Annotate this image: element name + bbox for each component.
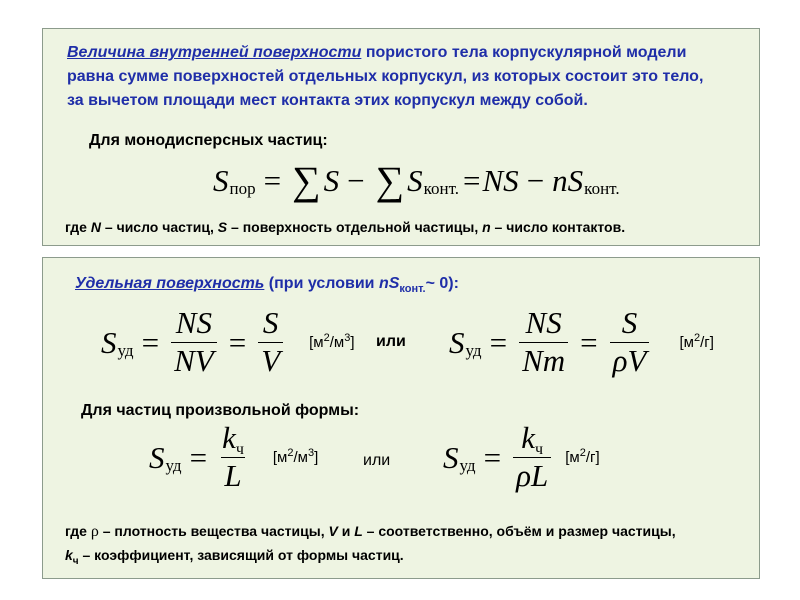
formula-symbol: S — [449, 324, 465, 360]
panel2-legend-line-2 — [65, 547, 404, 567]
or-connector: или — [376, 333, 406, 350]
formula-subscript: пор — [229, 178, 256, 198]
formula-subscript: ч — [535, 440, 544, 458]
unit-text: ] — [350, 333, 355, 351]
specific-surface-formula-shape-mass — [443, 419, 600, 493]
legend-text: и — [337, 523, 355, 539]
fraction-denominator: NV — [171, 342, 217, 378]
fraction — [258, 304, 283, 378]
formula-subscript: уд — [117, 340, 134, 360]
heading-text: ~ 0): — [425, 275, 459, 292]
unit-text: [м — [309, 333, 324, 351]
formula-operator: = — [483, 439, 502, 475]
fraction-denominator: V — [258, 342, 283, 378]
specific-surface-term: Удельная поверхность — [75, 275, 265, 292]
formula-operator: = — [189, 439, 208, 475]
specific-surface-heading — [75, 275, 459, 293]
formula-symbol: S — [213, 162, 229, 198]
fraction — [513, 419, 551, 493]
legend-text: – коэффициент, зависящий от формы частиц. — [78, 547, 404, 563]
arbitrary-shape-heading: Для частиц произвольной формы: — [81, 402, 360, 419]
fraction-numerator — [219, 419, 247, 458]
fraction — [219, 419, 247, 493]
fraction-denominator: L — [221, 457, 244, 493]
sum-symbol: ∑ — [292, 158, 321, 203]
formula-subscript: ч — [235, 440, 244, 458]
fraction-denominator: ρL — [513, 457, 551, 493]
formula-subscript: уд — [165, 455, 182, 475]
specific-surface-panel — [42, 257, 760, 579]
formula-subscript: конт. — [584, 178, 620, 198]
formula-operator: = — [228, 324, 247, 360]
legend-symbol: S — [217, 219, 228, 235]
porous-surface-formula — [213, 158, 620, 203]
legend-text: – плотность вещества частицы, — [98, 523, 329, 539]
fraction-numerator: S — [262, 304, 279, 340]
legend-symbol: L — [354, 523, 363, 539]
unit-text: [м — [565, 448, 580, 466]
legend-text: где — [65, 523, 91, 539]
formula-symbol: S — [323, 162, 340, 198]
fraction — [610, 304, 650, 378]
unit-text: /г] — [585, 448, 600, 466]
panel1-legend — [65, 219, 625, 235]
fraction — [171, 304, 217, 378]
monodisperse-heading: Для монодисперсных частиц: — [89, 132, 328, 149]
legend-symbol: V — [328, 523, 338, 539]
unit-m2-per-m3 — [309, 331, 355, 351]
fraction-numerator: NS — [175, 304, 212, 340]
legend-text: – число контактов. — [490, 219, 626, 235]
formula-symbol: k — [222, 419, 236, 455]
unit-m2-per-g — [565, 446, 600, 466]
formula-operator: − — [347, 162, 365, 198]
formula-operator: = — [263, 162, 282, 198]
unit-exponent: 2 — [323, 331, 330, 344]
unit-text: ] — [314, 448, 319, 466]
specific-surface-formula-mass — [449, 304, 714, 378]
formula-symbol: S — [443, 439, 459, 475]
unit-text: /г] — [700, 333, 714, 351]
formula-operator: = — [489, 324, 508, 360]
formula-symbol: nS — [552, 162, 584, 198]
formula-operator: = — [463, 162, 481, 198]
formula-operator: = — [580, 324, 598, 360]
specific-surface-formula-shape-volume — [149, 419, 319, 493]
legend-text: – соответственно, объём и размер частицы, — [362, 523, 676, 539]
heading-subscript: конт. — [399, 283, 426, 295]
heading-symbol: nS — [378, 275, 400, 292]
formula-subscript: уд — [459, 455, 476, 475]
sum-symbol: ∑ — [375, 158, 405, 203]
fraction-numerator: NS — [525, 304, 562, 340]
fraction — [519, 304, 568, 378]
intro-line-1-rest: пористого тела корпускулярной модели — [361, 44, 687, 61]
legend-symbol: k — [65, 547, 73, 563]
legend-text: где — [65, 219, 91, 235]
panel2-legend-line-1 — [65, 523, 676, 541]
legend-symbol: ρ — [90, 523, 99, 540]
unit-exponent: 3 — [307, 446, 315, 459]
legend-text: – поверхность отдельной частицы, — [227, 219, 483, 235]
unit-exponent: 2 — [693, 331, 701, 344]
heading-text: (при условии — [264, 275, 379, 292]
unit-text: [м — [272, 448, 288, 466]
internal-surface-panel — [42, 28, 760, 246]
formula-operator: = — [141, 324, 160, 360]
formula-symbol: S — [149, 439, 165, 475]
fraction-denominator: ρV — [610, 342, 650, 378]
legend-symbol: N — [90, 219, 101, 235]
unit-text: [м — [679, 333, 694, 351]
formula-symbol: S — [101, 324, 117, 360]
fraction-numerator: S — [621, 304, 638, 340]
formula-symbol: k — [521, 419, 535, 455]
formula-subscript: уд — [465, 340, 482, 360]
unit-exponent: 2 — [287, 446, 294, 459]
legend-text: – число частиц, — [101, 219, 218, 235]
specific-surface-formula-volume — [101, 304, 355, 378]
formula-symbol: NS — [482, 162, 519, 198]
formula-symbol: S — [407, 162, 423, 198]
fraction-numerator — [518, 419, 546, 458]
intro-line-2: равна сумме поверхностей отдельных корпускул, из которых состоит это тело, — [67, 68, 704, 85]
intro-line-3: за вычетом площади мест контакта этих корпускул между собой. — [67, 92, 588, 109]
unit-exponent: 2 — [579, 446, 586, 459]
unit-text: /м — [293, 448, 308, 466]
or-connector-plain: или — [363, 452, 391, 469]
unit-m2-per-g — [679, 331, 714, 351]
legend-subscript: ч — [72, 556, 79, 567]
unit-text: /м — [329, 333, 345, 351]
unit-m2-per-m3 — [272, 446, 319, 466]
formula-subscript: конт. — [423, 178, 460, 198]
formula-operator: − — [526, 162, 545, 198]
legend-symbol: n — [482, 219, 491, 235]
intro-line-1 — [67, 44, 686, 62]
fraction-denominator: Nm — [519, 342, 568, 378]
unit-exponent: 3 — [344, 331, 351, 344]
intro-term: Величина внутренней поверхности — [67, 44, 362, 61]
